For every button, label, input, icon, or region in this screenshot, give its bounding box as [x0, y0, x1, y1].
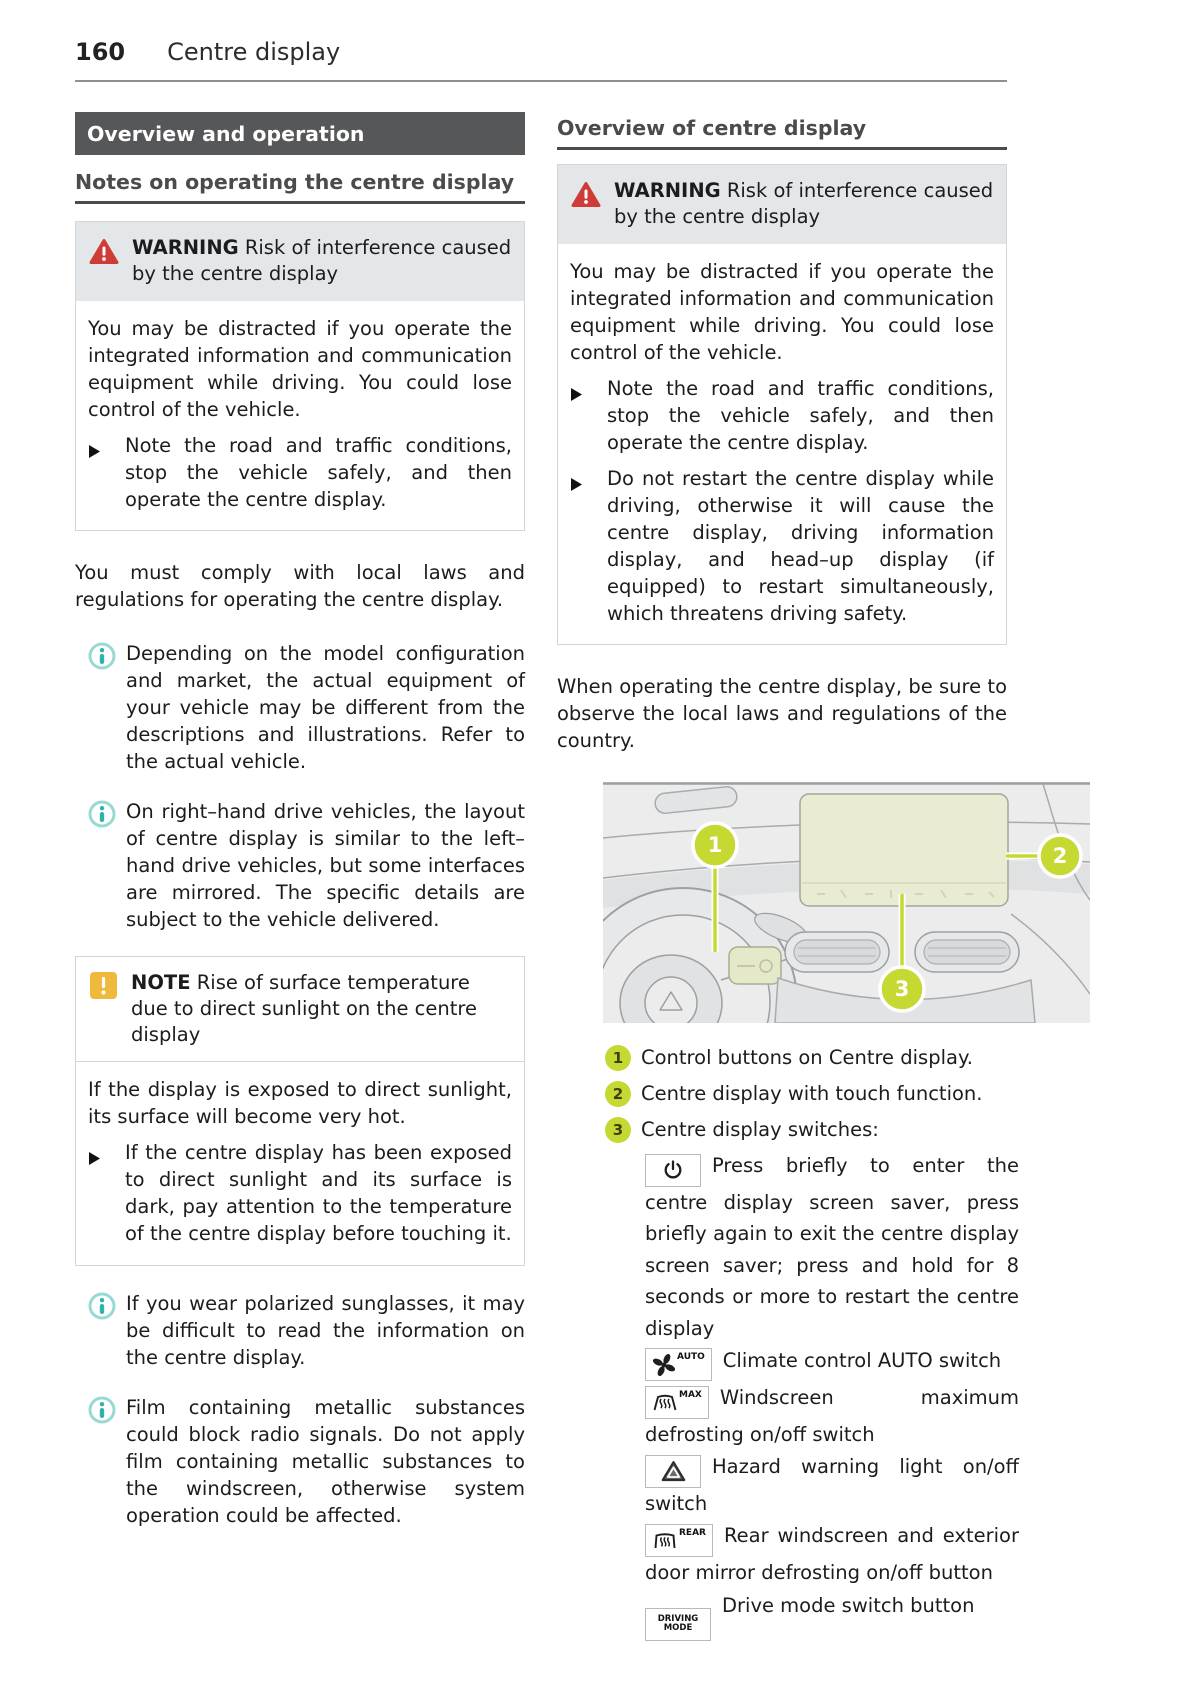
fan-auto-icon	[645, 1348, 712, 1381]
note-bullet	[88, 1139, 512, 1247]
info-note-text: On right–hand drive vehicles, the layout of centre display is similar to the left–hand drive vehicles, but some interfaces are mirrored. The specific details are subject to the vehicle delivered.	[126, 800, 525, 931]
figure-callout-1-number: 1	[707, 833, 723, 857]
legend-item	[605, 1114, 1019, 1145]
warning-box-header	[558, 165, 1006, 244]
switch-text: Press briefly to enter the centre display screen saver, press briefly again to exit the centre display screen saver; press and hold for 8 seconds or more to restart the centre display	[645, 1154, 1019, 1340]
warning-bullet-text: Note the road and traffic conditions, stop the vehicle safely, and then operate the centre display.	[125, 434, 512, 511]
bullet-triangle-icon	[570, 375, 607, 456]
section-header-bar: Overview and operation	[75, 112, 525, 155]
info-note-text: If you wear polarized sunglasses, it may be difficult to read the information on the centre display.	[126, 1292, 525, 1369]
note-title	[131, 970, 512, 1048]
warning-body-paragraph: You may be distracted if you operate the integrated information and communication equipment while driving. You could lose control of the vehicle.	[88, 317, 512, 421]
windscreen-defrost-max-icon	[645, 1386, 709, 1419]
info-note-text: Depending on the model configuration and market, the actual equipment of your vehicle may be different from the descriptions and illustrations. Refer to the actual vehicle.	[126, 642, 525, 773]
figure-callout-3-number: 3	[894, 977, 910, 1001]
legend-item	[605, 1078, 1019, 1109]
note-box	[75, 956, 525, 1266]
switch-item-hazard	[645, 1451, 1019, 1519]
rear-defrost-icon	[645, 1524, 713, 1557]
icon-sup-label: REAR	[679, 1528, 706, 1538]
info-note	[75, 640, 525, 775]
warning-bullet	[88, 432, 512, 513]
legend-text: Centre display with touch function.	[641, 1082, 983, 1105]
warning-box-body	[558, 244, 1006, 644]
driving-mode-icon	[645, 1608, 711, 1641]
info-note	[75, 1394, 525, 1529]
legend-item	[605, 1042, 1019, 1073]
bullet-triangle-icon	[88, 432, 125, 513]
info-note	[75, 798, 525, 933]
subsection-heading: Overview of centre display	[557, 112, 1007, 150]
warning-bullet-text: Note the road and traffic conditions, stop the vehicle safely, and then operate the centre display.	[607, 377, 994, 454]
power-icon	[645, 1154, 701, 1187]
warning-box	[557, 164, 1007, 645]
warning-body-paragraph: You may be distracted if you operate the integrated information and communication equipment while driving. You could lose control of the vehicle.	[570, 260, 994, 364]
legend-text: Centre display switches:	[641, 1118, 879, 1141]
switch-text: Windscreen maximum defrosting on/off switch	[645, 1385, 1019, 1446]
info-note-text: Film containing metallic substances could block radio signals. Do not apply film containing metallic substances to the windscreen, otherwise system operation could be affected.	[126, 1396, 525, 1527]
switch-item-windscreen-defrost	[645, 1382, 1019, 1451]
switch-text: Rear windscreen and exterior door mirror defrosting on/off button	[645, 1524, 1019, 1584]
warning-label: WARNING	[614, 179, 721, 202]
figure-callout-3	[880, 967, 924, 1011]
bullet-triangle-icon	[88, 1139, 125, 1247]
warning-triangle-icon	[89, 238, 119, 287]
icon-sup-label: AUTO	[677, 1351, 705, 1362]
right-column	[557, 112, 1007, 781]
figure-callout-1	[693, 823, 737, 867]
info-icon	[88, 1292, 116, 1371]
warning-bullet-text: Do not restart the centre display while driving, otherwise it will cause the centre display, driving information display, and head–up display (if equipped) to restart simultaneously, which threatens driving safety.	[607, 467, 994, 625]
legend-number-badge: 1	[605, 1045, 631, 1071]
info-icon	[88, 1396, 116, 1529]
warning-title-text: Risk of interference caused by the centre display	[132, 236, 512, 285]
switch-text: Climate control AUTO switch	[722, 1349, 1002, 1372]
note-title-text: Rise of surface temperature due to direct sunlight on the centre display	[131, 971, 477, 1046]
warning-box-body	[76, 301, 524, 530]
body-paragraph: You must comply with local laws and regulations for operating the centre display.	[75, 561, 525, 611]
note-box-body	[76, 1062, 524, 1265]
switch-item-driving-mode	[645, 1590, 1019, 1641]
page-number: 160	[75, 38, 126, 66]
note-body-paragraph: If the display is exposed to direct sunlight, its surface will become very hot.	[88, 1078, 512, 1128]
driving-mode-label: DRIVING MODE	[657, 1613, 699, 1633]
info-icon	[88, 642, 116, 775]
warning-label: WARNING	[132, 236, 239, 259]
left-column	[75, 112, 525, 1552]
switch-item-climate-auto	[645, 1345, 1019, 1381]
warning-title	[614, 178, 994, 230]
warning-box	[75, 221, 525, 531]
legend-number-badge: 2	[605, 1081, 631, 1107]
info-icon	[88, 800, 116, 933]
warning-box-header	[76, 222, 524, 301]
warning-title	[132, 235, 512, 287]
bullet-triangle-icon	[570, 465, 607, 627]
figure-callout-2-number: 2	[1052, 844, 1068, 868]
warning-title-text: Risk of interference caused by the centre display	[614, 179, 994, 228]
icon-sup-label: MAX	[679, 1389, 702, 1400]
note-box-header	[76, 957, 524, 1062]
page-title: Centre display	[167, 38, 341, 66]
dashboard-illustration	[603, 782, 1090, 1023]
switch-item-power	[645, 1150, 1019, 1344]
info-note	[75, 1290, 525, 1371]
note-label: NOTE	[131, 971, 191, 994]
switch-text: Hazard warning light on/off switch	[645, 1455, 1019, 1515]
legend-text: Control buttons on Centre display.	[641, 1046, 973, 1069]
hazard-icon	[645, 1455, 701, 1488]
warning-bullet	[570, 465, 994, 627]
dashboard-figure	[603, 782, 1090, 1023]
legend-number-badge: 3	[605, 1117, 631, 1143]
page-header	[75, 38, 1007, 82]
figure-callout-2	[1039, 835, 1081, 877]
warning-triangle-icon	[571, 181, 601, 230]
body-paragraph: When operating the centre display, be sure to observe the local laws and regulations of the country.	[557, 675, 1007, 752]
note-bullet-text: If the centre display has been exposed to direct sunlight and its surface is dark, pay attention to the temperature of the centre display before touching it.	[125, 1141, 512, 1245]
subsection-heading: Notes on operating the centre display	[75, 155, 525, 204]
figure-legend	[557, 1042, 1019, 1642]
switch-descriptions	[645, 1150, 1019, 1641]
switch-item-rear-defrost	[645, 1520, 1019, 1589]
switch-text: Drive mode switch button	[722, 1593, 975, 1617]
warning-bullet	[570, 375, 994, 456]
note-exclamation-icon	[90, 972, 117, 1048]
